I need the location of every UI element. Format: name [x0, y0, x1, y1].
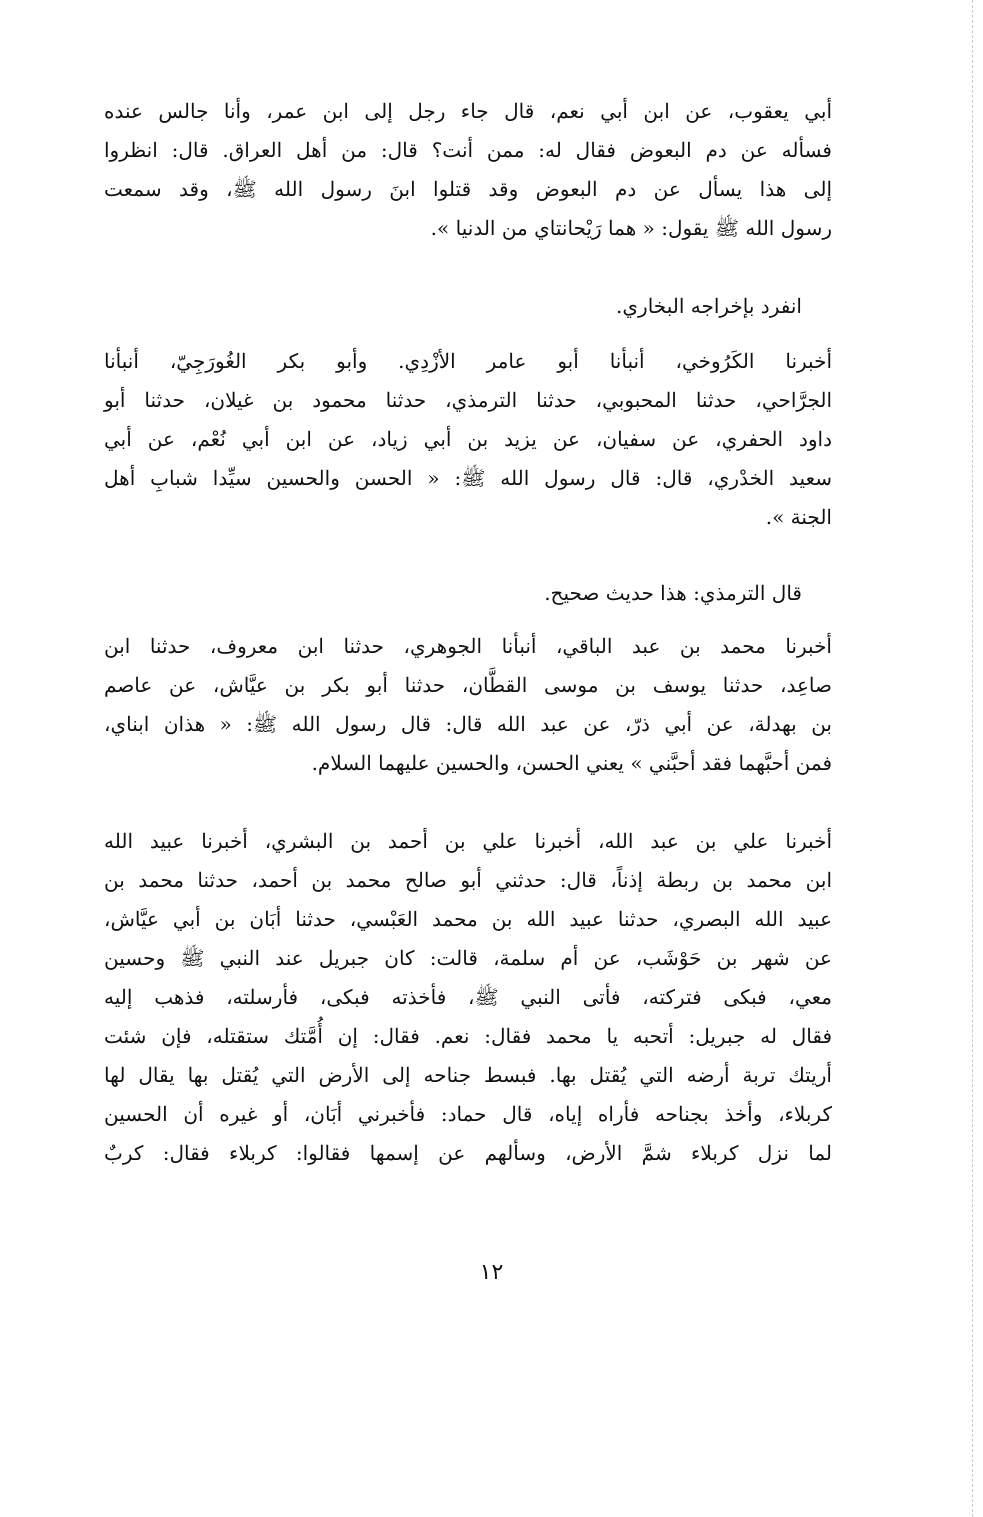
text-line: أخبرنا محمد بن عبد الباقي، أنبأنا الجوهري، حدثنا ابن معروف، حدثنا ابن: [104, 634, 832, 658]
text-line: ابن محمد بن ربطة إذناً، قال: حدثني أبو صالح محمد بن أحمد، حدثنا محمد بن: [104, 868, 832, 892]
text-line: عن شهر بن حَوْشَب، عن أم سلمة، قالت: كان جبريل عند النبي ﷺ وحسين: [104, 946, 832, 970]
text-line: انفرد بإخراجه البخاري.: [616, 294, 802, 318]
text-line: أخبرنا الكَرُوخي، أنبأنا أبو عامر الأزْدِي. وأبو بكر الغُورَجِيّ، أنبأنا: [104, 349, 833, 373]
paragraph-6: [104, 822, 832, 1173]
text-line: أريتك تربة أرضه التي يُقتل بها. فبسط جناحه إلى الأرض التي يُقتل بها يقال لها: [104, 1063, 832, 1087]
text-line: لما نزل كربلاء شمَّ الأرض، وسألهم عن إسمها فقالوا: كربلاء فقال: كربٌ: [104, 1141, 832, 1165]
page-number: ١٢: [479, 1260, 504, 1285]
text-line: فسأله عن دم البعوض فقال له: ممن أنت؟ قال: من أهل العراق. قال: انظروا: [104, 138, 832, 162]
text-line: قال الترمذي: هذا حديث صحيح.: [544, 581, 802, 605]
text-line: داود الحفري، عن سفيان، عن يزيد بن أبي زياد، عن ابن أبي نُعْم، عن أبي: [104, 427, 832, 451]
text-line: صاعِد، حدثنا يوسف بن موسى القطَّان، حدثنا أبو بكر بن عيَّاش، عن عاصم: [104, 673, 832, 697]
text-line: فمن أحبَّهما فقد أحبَّني » يعني الحسن، والحسين عليهما السلام.: [311, 751, 832, 775]
text-line: بن بهدلة، عن أبي ذرّ، عن عبد الله قال: قال رسول الله ﷺ: « هذان ابناي،: [104, 712, 832, 736]
text-line: فقال له جبريل: أتحبه يا محمد فقال: نعم. فقال: إن أُمَّتك ستقتله، فإن شئت: [104, 1024, 832, 1048]
paragraph-4: [104, 574, 832, 613]
text-line: عبيد الله البصري، حدثنا عبيد الله بن محمد العَبْسي، حدثنا أبَان بن أبي عيَّاش،: [104, 907, 832, 931]
text-line: سعيد الخدْري، قال: قال رسول الله ﷺ: « الحسن والحسين سيِّدا شبابِ أهل: [104, 466, 832, 490]
text-line: إلى هذا يسأل عن دم البعوض وقد قتلوا ابنَ رسول الله ﷺ، وقد سمعت: [104, 177, 832, 201]
paragraph-1: [104, 92, 832, 248]
text-line: الجرَّاحي، حدثنا المحبوبي، حدثنا الترمذي، حدثنا محمود بن غيلان، حدثنا أبو: [104, 388, 832, 412]
paragraph-3: [104, 342, 832, 537]
paragraph-2: [104, 287, 832, 326]
text-line: أخبرنا علي بن عبد الله، أخبرنا علي بن أحمد بن البشري، أخبرنا عبيد الله: [104, 829, 833, 853]
text-line: معي، فبكى فتركته، فأتى النبي ﷺ، فأخذته فبكى، فأرسلته، فذهب إليه: [104, 985, 832, 1009]
paragraph-5: [104, 627, 832, 783]
text-line: أبي يعقوب، عن ابن أبي نعم، قال جاء رجل إلى ابن عمر، وأنا جالس عنده: [104, 99, 832, 123]
text-line: الجنة ».: [765, 505, 832, 529]
text-line: كربلاء، وأخذ بجناحه فأراه إياه، قال حماد: فأخبرني أبَان، أو غيره أن الحسين: [104, 1102, 832, 1126]
page-edge-divider: [972, 0, 973, 1517]
text-line: رسول الله ﷺ يقول: « هما رَيْحانتاي من الدنيا ».: [430, 216, 832, 240]
